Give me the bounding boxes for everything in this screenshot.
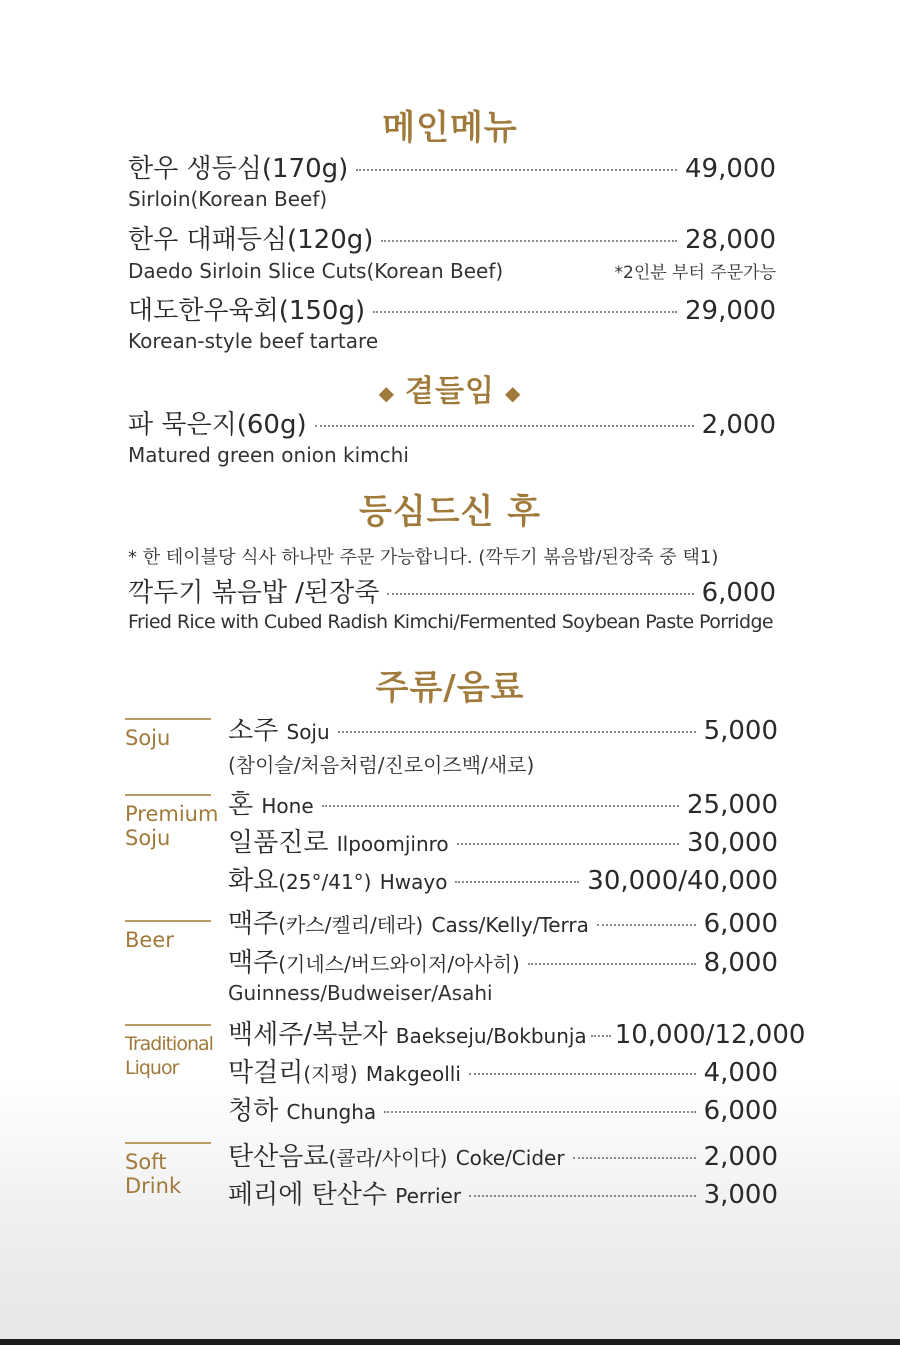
drink-item bbox=[228, 1090, 778, 1127]
item-name: 일품진로 Ilpoomjinro bbox=[228, 828, 449, 858]
item-sub: Guinness/Budweiser/Asahi bbox=[228, 981, 493, 1005]
item-name: 깍두기 볶음밥 /된장죽 bbox=[128, 578, 380, 608]
item-name: 화요(25°/41°) Hwayo bbox=[228, 866, 448, 896]
dot-leader bbox=[373, 311, 677, 313]
category-beer bbox=[125, 920, 211, 952]
drink-item bbox=[228, 822, 778, 859]
diamond-icon: ◆ bbox=[504, 380, 522, 405]
category-divider bbox=[125, 920, 211, 922]
dot-leader bbox=[457, 843, 679, 845]
menu-item bbox=[128, 219, 776, 283]
item-price: 6,000 bbox=[701, 578, 776, 608]
item-price: 29,000 bbox=[685, 296, 776, 326]
category-soju bbox=[125, 718, 211, 750]
item-price: 30,000 bbox=[687, 828, 778, 858]
dot-leader bbox=[469, 1073, 696, 1075]
item-english: Fried Rice with Cubed Radish Kimchi/Fermented Soybean Paste Porridge bbox=[128, 611, 774, 633]
item-price: 5,000 bbox=[703, 716, 778, 746]
dot-leader bbox=[528, 963, 696, 965]
category-premium-soju bbox=[125, 794, 219, 850]
item-name: 백세주/복분자 Baekseju/Bokbunja bbox=[228, 1020, 587, 1050]
dot-leader bbox=[591, 1035, 611, 1037]
section-title-after-sirloin: 등심드신 후 bbox=[358, 492, 542, 532]
drink-item bbox=[228, 710, 778, 778]
category-label: Traditional Liquor bbox=[125, 1033, 213, 1079]
dot-leader bbox=[315, 425, 694, 427]
drink-item bbox=[228, 860, 778, 897]
item-price: 3,000 bbox=[703, 1180, 778, 1210]
item-name: 한우 대패등심(120g) bbox=[128, 225, 374, 255]
dot-leader bbox=[469, 1195, 695, 1197]
item-name: 소주 Soju bbox=[228, 716, 330, 746]
section-title-drinks: 주류/음료 bbox=[375, 668, 525, 708]
item-name: 페리에 탄산수 Perrier bbox=[228, 1180, 462, 1210]
item-english: Matured green onion kimchi bbox=[128, 443, 409, 467]
item-price: 25,000 bbox=[687, 790, 778, 820]
one-meal-notice: * 한 테이블당 식사 하나만 주문 가능합니다. (깍두기 볶음밥/된장죽 중 택1) bbox=[128, 547, 719, 568]
item-price: 6,000 bbox=[703, 1096, 778, 1126]
bottom-bar bbox=[0, 1339, 900, 1345]
menu-item bbox=[128, 290, 776, 353]
category-label: Soft Drink bbox=[125, 1150, 182, 1198]
item-price: 28,000 bbox=[685, 225, 776, 255]
dot-leader bbox=[455, 881, 579, 883]
dot-leader bbox=[597, 924, 696, 926]
dot-leader bbox=[381, 240, 677, 242]
item-price: 8,000 bbox=[703, 948, 778, 978]
item-name: 맥주(카스/켈리/테라) Cass/Kelly/Terra bbox=[228, 909, 589, 939]
item-sub: (참이슬/처음처럼/진로이즈백/새로) bbox=[228, 753, 535, 777]
item-price: 4,000 bbox=[703, 1058, 778, 1088]
item-name: 맥주(기네스/버드와이저/아사히) bbox=[228, 948, 520, 978]
dot-leader bbox=[356, 169, 677, 171]
category-label: Soju bbox=[125, 726, 171, 750]
item-english: Daedo Sirloin Slice Cuts(Korean Beef) bbox=[128, 259, 504, 283]
menu-item bbox=[128, 148, 776, 211]
item-price: 30,000/40,000 bbox=[587, 866, 778, 896]
category-divider bbox=[125, 1142, 211, 1144]
item-price: 49,000 bbox=[685, 154, 776, 184]
drink-item bbox=[228, 1014, 806, 1051]
menu-item bbox=[128, 404, 776, 467]
drink-item bbox=[228, 1052, 778, 1089]
dot-leader bbox=[338, 731, 696, 733]
dot-leader bbox=[387, 593, 693, 595]
dot-leader bbox=[322, 805, 679, 807]
item-name: 파 묵은지(60g) bbox=[128, 410, 307, 440]
menu-item bbox=[128, 572, 776, 633]
item-price: 6,000 bbox=[703, 909, 778, 939]
drink-item bbox=[228, 903, 778, 940]
item-english: Sirloin(Korean Beef) bbox=[128, 187, 328, 211]
diamond-icon: ◆ bbox=[378, 380, 396, 405]
drink-item bbox=[228, 1174, 778, 1211]
item-name: 대도한우육회(150g) bbox=[128, 296, 366, 326]
category-label: Beer bbox=[125, 928, 174, 952]
category-traditional-liquor bbox=[125, 1024, 211, 1080]
item-price: 10,000/12,000 bbox=[614, 1020, 806, 1050]
section-title-side: ◆ 곁들임 ◆ bbox=[378, 374, 522, 409]
item-name: 탄산음료(콜라/사이다) Coke/Cider bbox=[228, 1142, 565, 1172]
item-price: 2,000 bbox=[701, 410, 776, 440]
drink-item bbox=[228, 1136, 778, 1173]
category-divider bbox=[125, 794, 211, 796]
item-name: 청하 Chungha bbox=[228, 1096, 377, 1126]
category-soft-drink bbox=[125, 1142, 211, 1198]
category-divider bbox=[125, 1024, 211, 1026]
category-label: Premium Soju bbox=[125, 802, 219, 850]
dot-leader bbox=[384, 1111, 695, 1113]
order-note: *2인분 부터 주문가능 bbox=[614, 263, 776, 283]
item-name: 막걸리(지평) Makgeolli bbox=[228, 1058, 461, 1088]
dot-leader bbox=[573, 1157, 696, 1159]
item-name: 혼 Hone bbox=[228, 790, 314, 820]
drink-item bbox=[228, 942, 778, 1005]
item-price: 2,000 bbox=[703, 1142, 778, 1172]
item-name: 한우 생등심(170g) bbox=[128, 154, 349, 184]
section-title-main-menu: 메인메뉴 bbox=[382, 108, 518, 148]
drink-item bbox=[228, 784, 778, 821]
item-english: Korean-style beef tartare bbox=[128, 329, 379, 353]
category-divider bbox=[125, 718, 211, 720]
